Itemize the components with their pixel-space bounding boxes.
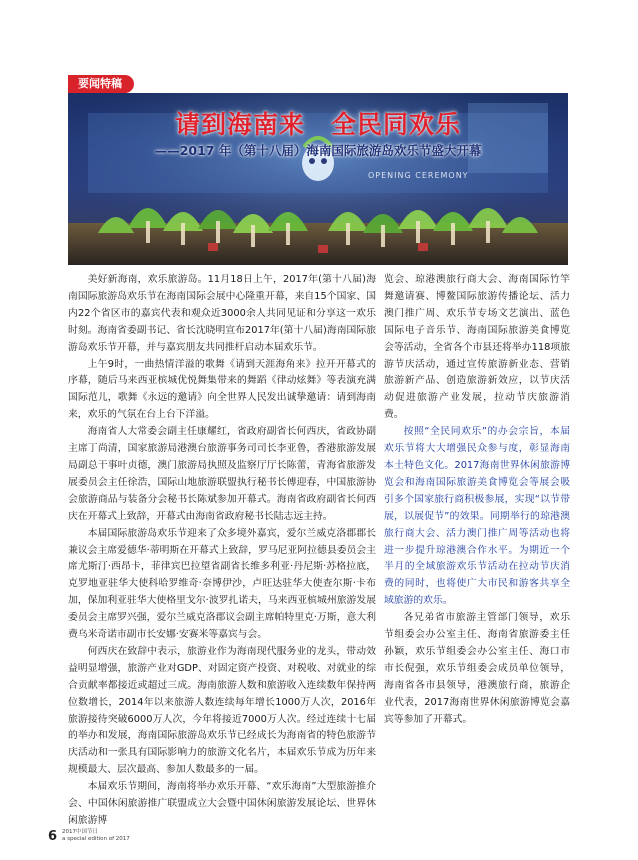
- paragraph: 本届欢乐节期间，海南将举办欢乐开幕、“欢乐海南”大型旅游推介会、中国休闲旅游推广联盟成立大会暨中国休闲旅游发展论坛、世界休闲旅游博: [68, 781, 376, 826]
- footer-caption: [62, 829, 130, 842]
- paragraph: 览会、琼港澳旅行商大会、海南国际竹竿舞邀请赛、博鳌国际旅游传播论坛、活力澳门推广周、欢乐节专场文艺演出、蓝色国际电子音乐节、海南国际旅游美食博览会等活动，全省各个市县还将举办118项旅游节庆活动，通过宣传旅游新业态、营销旅游新产品、创造旅游新效应，以节庆活动促进旅游产业发展，拉动节庆旅游消费。: [384, 274, 570, 421]
- footer-line-1: 2017中国节日: [62, 829, 98, 835]
- paragraph: 美好新海南，欢乐旅游岛。11月18日上午，2017年(第十八届)海南国际旅游岛欢乐节在海南国际会展中心隆重开幕，来自15个国家、国内22个省区市的嘉宾代表和观众近3000余人共同见证和分享这一欢乐时刻。海南省委副书记、省长沈晓明宣布2017年(第十八届)海南国际旅游岛欢乐节开幕，并与嘉宾朋友共同推杆启动本届欢乐节。: [68, 274, 376, 353]
- paragraph: 上午9时，一曲热情洋溢的歌舞《请到天涯海角来》拉开开幕式的序幕，随后马来西亚槟城优悦舞集带来的舞蹈《律动炫舞》等表演充满国际范儿，歌舞《永远的邀请》向全世界人民发出诚挚邀请：请到海南来，欢乐的气氛在台上台下洋溢。: [68, 358, 376, 421]
- article-title: 请到海南来 全民同欢乐: [174, 110, 461, 139]
- paragraph: 本届国际旅游岛欢乐节迎来了众多境外嘉宾，爱尔兰威克洛郡郡长兼议会主席爱德华·蒂明斯在开幕式上致辞，罗马尼亚阿拉德县委员会主席尤斯汀·西昂卡，菲律宾巴拉望省副省长维多利亚·丹尼斯·苏格拉底，克罗地亚驻华大使科哈罗维奇·奈博伊沙，卢旺达驻华大使查尔斯·卡布加，保加利亚驻华大使格里戈尔·波罗扎诺夫，马来西亚槟城州旅游发展委员会主席罗兴强，爱尔兰威克洛郡议会副主席帕特里克·万斯，意大利费乌米奇诺市副市长安娜·安赛米等嘉宾与会。: [68, 527, 376, 641]
- left-column: [68, 272, 376, 830]
- section-tag: 要闻特稿: [68, 75, 134, 93]
- paragraph: 何西庆在致辞中表示，旅游业作为海南现代服务业的龙头，带动效益明显增强，旅游产业对GDP、对固定资产投资、对税收、对就业的综合贡献率都接近或超过三成。海南旅游人数和旅游收入连续数年保持两位数增长，2014年以来旅游人数连续每年增长1000万人次，2016年旅游接待突破6000万人次，今年将接近7000万人次。经过连续十七届的举办和发展，海南国际旅游岛欢乐节已经成长为海南省的特色旅游节庆活动和一张具有国际影响力的旅游文化名片，本届欢乐节成为历年来规模最大、层次最高、参加人数最多的一届。: [68, 645, 376, 776]
- article-subtitle: ——2017 年（第十八届）海南国际旅游岛欢乐节盛大开幕: [154, 143, 482, 158]
- hero-photo: [68, 93, 568, 265]
- footer-line-2: a special edition of 2017: [62, 835, 130, 842]
- paragraph-highlighted: 按照“全民同欢乐”的办会宗旨，本届欢乐节将大大增强民众参与度，彰显海南本土特色文化。2017海南世界休闲旅游博览会和海南国际旅游美食博览会等展会吸引多个国家旅行商积极参展，实现“以节带展，以展促节”的效果。同期举行的琼港澳旅行商大会、活力澳门推广周等活动也将进一步提升琼港澳合作水平。为期近一个半月的全域旅游欢乐节活动在拉动节庆消费的同时，也将使广大市民和游客共享全域旅游的欢乐。: [384, 426, 570, 607]
- page-number: 6: [48, 829, 58, 844]
- opening-ceremony-text: OPENING CEREMONY: [368, 171, 469, 180]
- right-column: [384, 272, 570, 728]
- paragraph: 海南省人大常委会副主任康耀红，省政府副省长何西庆，省政协副主席丁尚清，国家旅游局港澳台旅游事务司司长李亚鲁，香港旅游发展局副总干事叶贞德，澳门旅游局执照及监察厅厅长陈蕾，青海省旅游发展委员会主任徐浩，国际山地旅游联盟执行秘书长傅迎春，中国旅游协会旅游商品与装备分会秘书长陈斌参加开幕式。海南省政府副省长何西庆在开幕式上致辞，开幕式由海南省政府秘书长陆志远主持。: [68, 426, 376, 522]
- paragraph: 各兄弟省市旅游主管部门领导，欢乐节组委会办公室主任、海南省旅游委主任孙颖，欢乐节组委会办公室主任、海口市市长倪强，欢乐节组委会成员单位领导，海南省各市县领导，港澳旅行商，旅游企业代表，2017海南世界休闲旅游博览会嘉宾等参加了开幕式。: [384, 612, 570, 725]
